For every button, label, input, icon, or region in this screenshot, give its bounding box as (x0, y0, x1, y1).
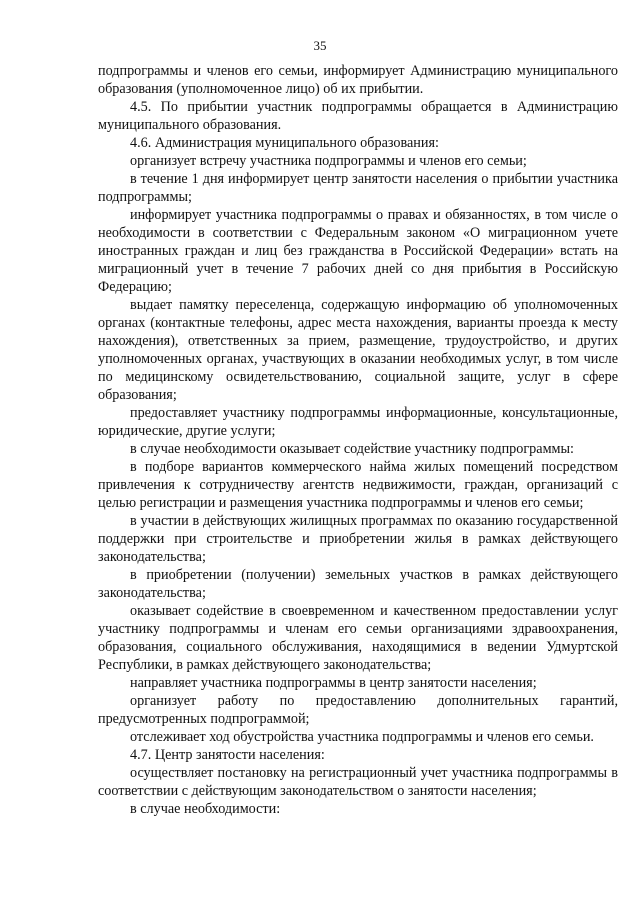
paragraph: 4.5. По прибытии участник подпрограммы обращается в Администрацию муниципального образования. (98, 99, 618, 133)
paragraph: в приобретении (получении) земельных участков в рамках действующего законодательства; (98, 567, 618, 601)
paragraph: 4.7. Центр занятости населения: (130, 747, 325, 763)
page-number: 35 (313, 38, 327, 53)
paragraph: информирует участника подпрограммы о правах и обязанностях, в том числе о необходимости в соответствии с Федеральным законом «О миграционном учете иностранных граждан и лиц без гражданства в Российской Федерации» встать на миграционный учет в течение 7 рабочих дней со дня прибытия в Российскую Федерацию; (98, 207, 618, 295)
paragraph: предоставляет участнику подпрограммы информационные, консультационные, юридические, другие услуги; (98, 405, 618, 439)
paragraph: в случае необходимости: (130, 801, 281, 817)
paragraph: в подборе вариантов коммерческого найма жилых помещений посредством привлечения к сотрудничеству агентств недвижимости, граждан, организаций с целью регистрации и размещения участника подпрограммы и членов его семьи; (98, 459, 618, 511)
document-body (98, 62, 618, 818)
paragraph: направляет участника подпрограммы в центр занятости населения; (130, 675, 537, 691)
paragraph: в течение 1 дня информирует центр занятости населения о прибытии участника подпрограммы; (98, 171, 618, 205)
paragraph: 4.6. Администрация муниципального образования: (130, 135, 439, 151)
paragraph: организует встречу участника подпрограммы и членов его семьи; (130, 153, 527, 169)
paragraph: оказывает содействие в своевременном и качественном предоставлении услуг участнику подпрограммы и членам его семьи организациями здравоохранения, образования, социального обслуживания, находящимися в ведении Удмуртской Республики, в рамках действующего законодательства; (98, 603, 618, 673)
paragraph: в случае необходимости оказывает содействие участнику подпрограммы: (130, 441, 575, 457)
paragraph: отслеживает ход обустройства участника подпрограммы и членов его семьи. (130, 729, 594, 745)
paragraph: подпрограммы и членов его семьи, информирует Администрацию муниципального образования (уполномоченное лицо) об их прибытии. (98, 63, 618, 97)
paragraph: в участии в действующих жилищных программах по оказанию государственной поддержки при строительстве и приобретении жилья в рамках действующего законодательства; (98, 513, 618, 565)
paragraph: выдает памятку переселенца, содержащую информацию об уполномоченных органах (контактные телефоны, адрес места нахождения, варианты проезда к месту нахождения), ответственных за прием, размещение, трудоустройство, и других уполномоченных органах, участвующих в оказании необходимых услуг, в том числе по медицинскому освидетельствованию, социальной защите, услуг в сфере образования; (98, 297, 618, 403)
paragraph: осуществляет постановку на регистрационный учет участника подпрограммы в соответствии с действующим законодательством о занятости населения; (98, 765, 618, 799)
paragraph: организует работу по предоставлению дополнительных гарантий, предусмотренных подпрограммой; (98, 693, 618, 727)
